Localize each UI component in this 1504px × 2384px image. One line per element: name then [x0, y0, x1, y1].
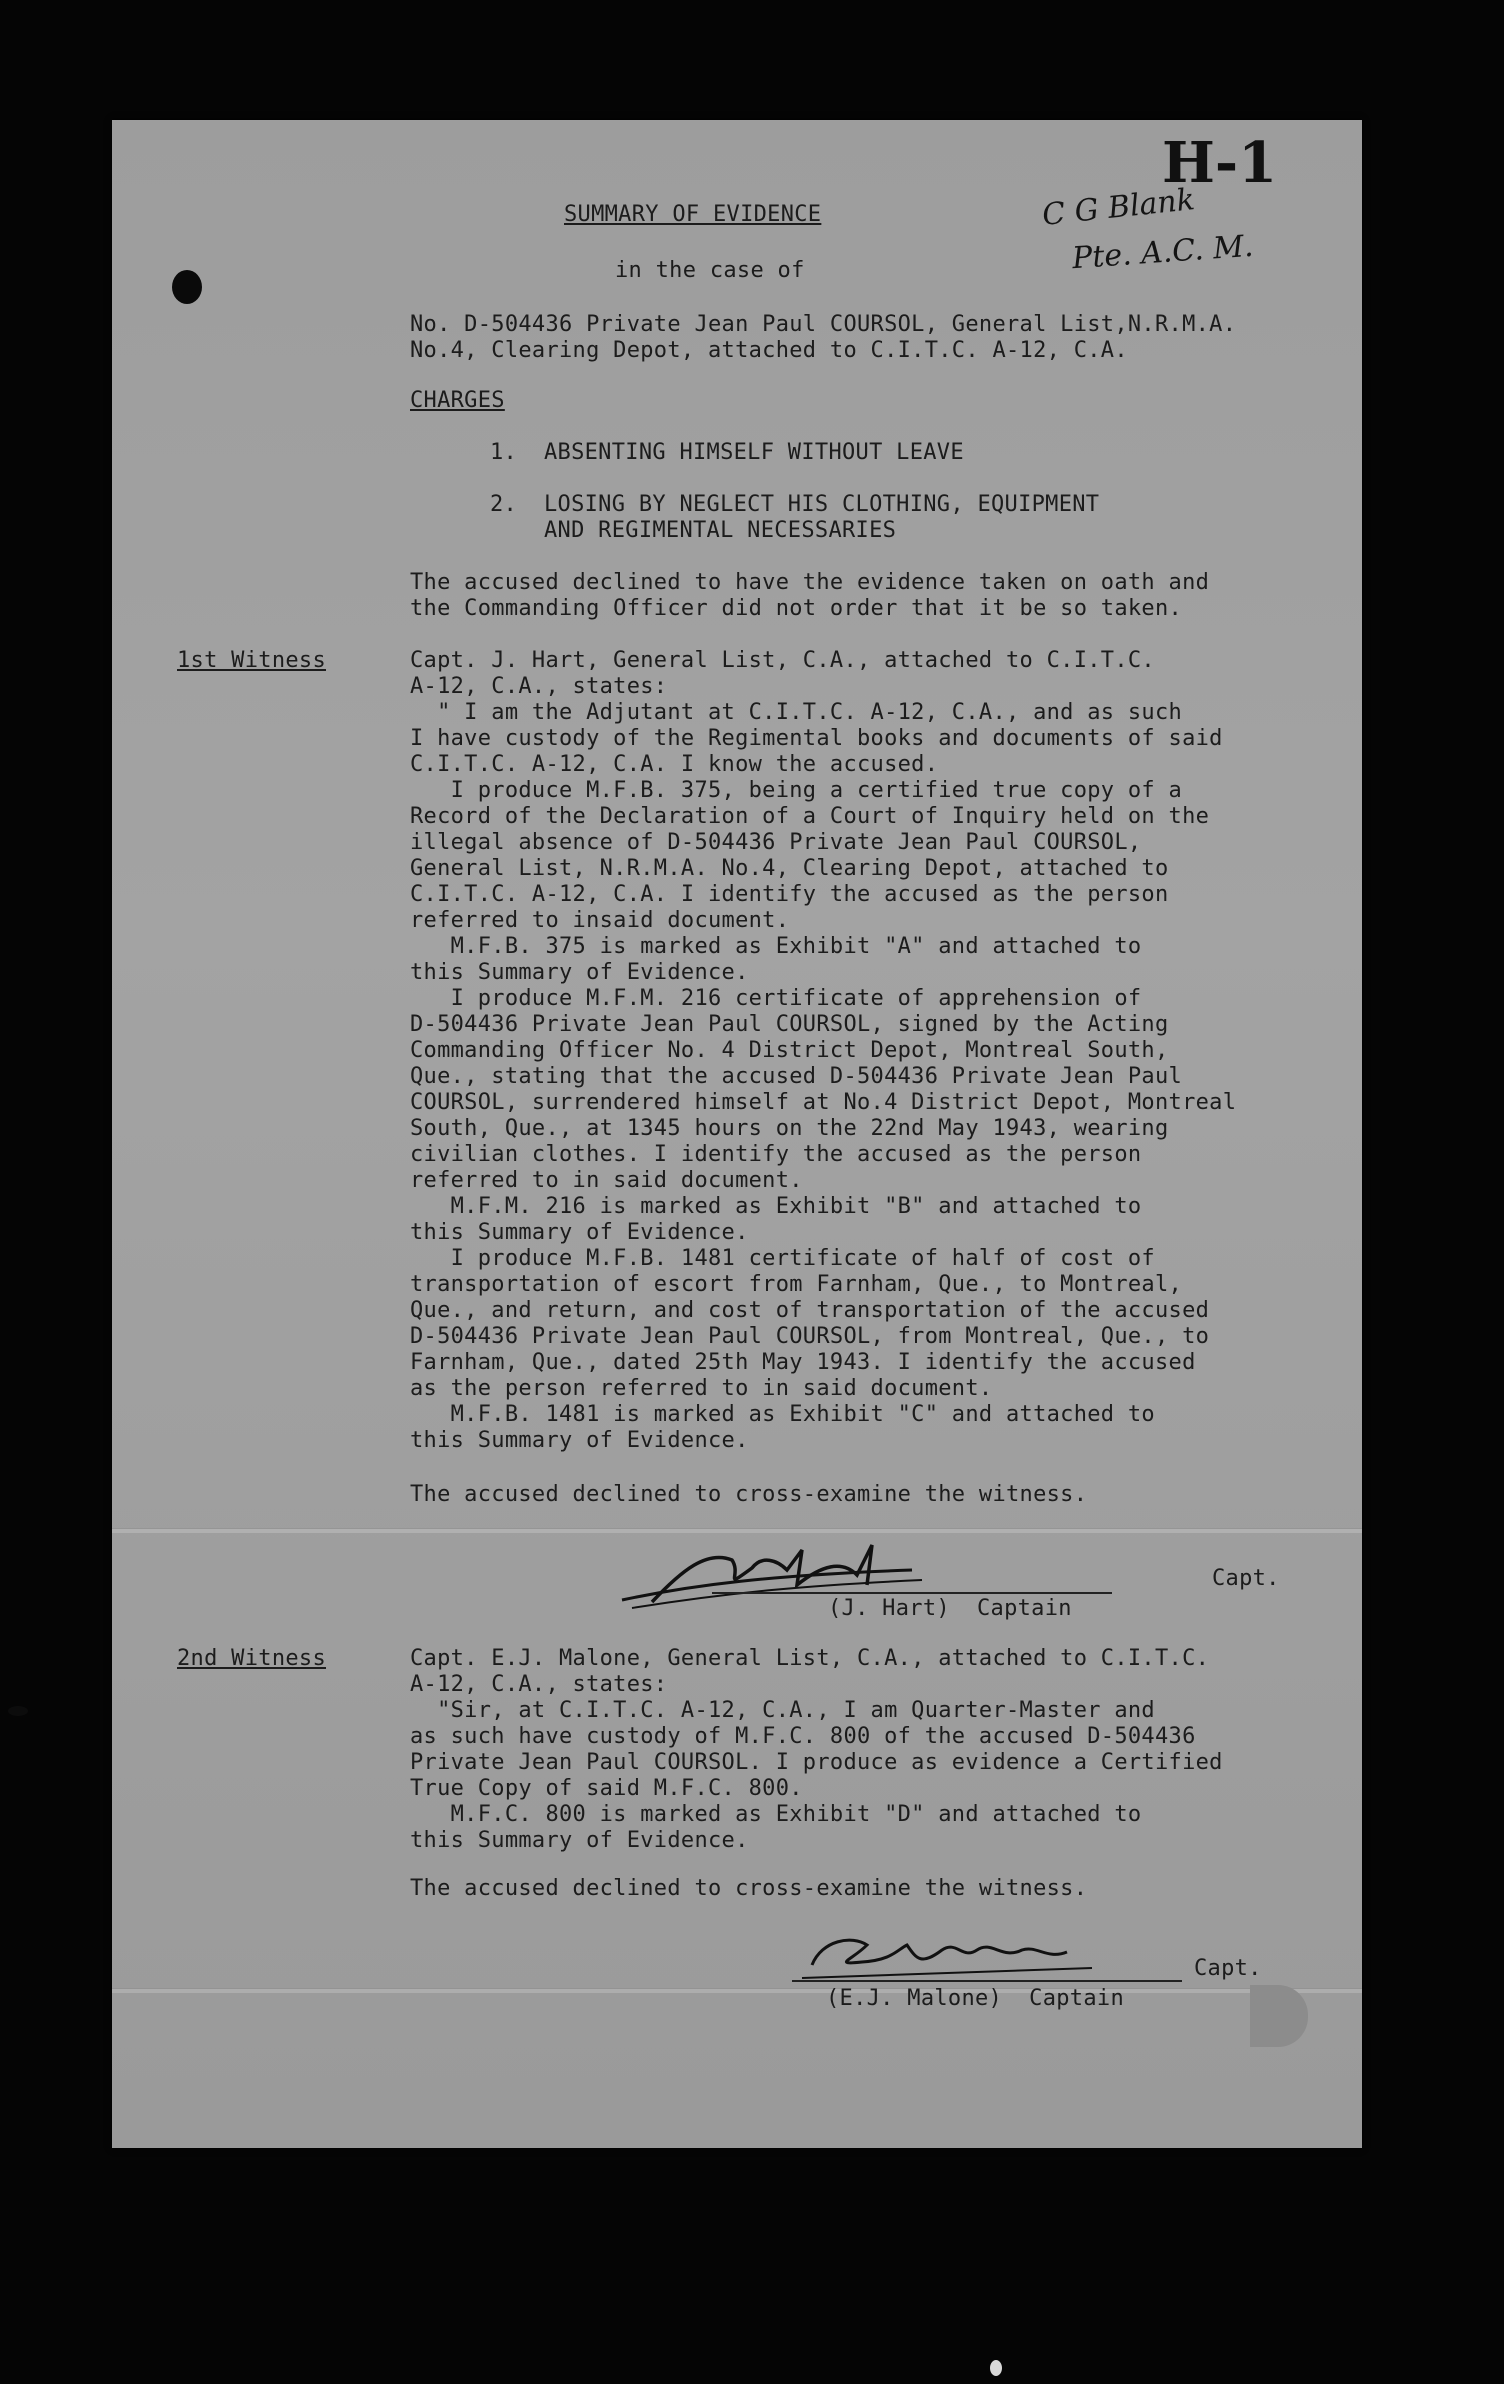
accused-line: No. D-504436 Private Jean Paul COURSOL, General List,N.R.M.A. [410, 312, 1237, 337]
statement-line: A-12, C.A., states: [410, 674, 668, 699]
statement-line: Private Jean Paul COURSOL. I produce as evidence a Certified [410, 1750, 1223, 1775]
document-title: SUMMARY OF EVIDENCE [564, 202, 822, 227]
statement-line: Capt. E.J. Malone, General List, C.A., attached to C.I.T.C. [410, 1646, 1210, 1671]
statement-line: General List, N.R.M.A. No.4, Clearing Depot, attached to [410, 856, 1169, 881]
statement-line: COURSOL, surrendered himself at No.4 District Depot, Montreal [410, 1090, 1237, 1115]
scan-artifact [8, 1706, 28, 1716]
fold-line [112, 1988, 1362, 1993]
punch-hole [172, 270, 202, 304]
cross-exam-note: The accused declined to cross-examine the witness. [410, 1482, 1088, 1507]
statement-line: M.F.B. 1481 is marked as Exhibit "C" and attached to [410, 1402, 1155, 1427]
signature-rank: Capt. [1194, 1956, 1262, 1981]
statement-line: D-504436 Private Jean Paul COURSOL, from Montreal, Que., to [410, 1324, 1210, 1349]
statement-line: I produce M.F.B. 1481 certificate of half of cost of [410, 1246, 1155, 1271]
statement-line: this Summary of Evidence. [410, 1428, 749, 1453]
statement-line: D-504436 Private Jean Paul COURSOL, signed by the Acting [410, 1012, 1169, 1037]
signature-line [792, 1980, 1182, 1982]
statement-line: Record of the Declaration of a Court of Inquiry held on the [410, 804, 1210, 829]
charge-text: LOSING BY NEGLECT HIS CLOTHING, EQUIPMENT [544, 492, 1100, 517]
witness-label: 1st Witness [177, 648, 326, 673]
preamble-line: the Commanding Officer did not order that it be so taken. [410, 596, 1183, 621]
statement-line: True Copy of said M.F.C. 800. [410, 1776, 803, 1801]
statement-line: Que., and return, and cost of transportation of the accused [410, 1298, 1210, 1323]
handwritten-note: Pte. A.C. M. [1071, 228, 1255, 277]
signatory-name: (J. Hart) Captain [828, 1596, 1072, 1621]
statement-line: Commanding Officer No. 4 District Depot, Montreal South, [410, 1038, 1169, 1063]
statement-line: Farnham, Que., dated 25th May 1943. I identify the accused [410, 1350, 1196, 1375]
statement-line: M.F.M. 216 is marked as Exhibit "B" and attached to [410, 1194, 1142, 1219]
statement-line: C.I.T.C. A-12, C.A. I know the accused. [410, 752, 939, 777]
accused-line: No.4, Clearing Depot, attached to C.I.T.C. A-12, C.A. [410, 338, 1128, 363]
statement-line: C.I.T.C. A-12, C.A. I identify the accused as the person [410, 882, 1169, 907]
statement-line: I produce M.F.M. 216 certificate of apprehension of [410, 986, 1142, 1011]
signature-line [712, 1592, 1112, 1594]
statement-line: Que., stating that the accused D-504436 Private Jean Paul [410, 1064, 1183, 1089]
statement-line: this Summary of Evidence. [410, 960, 749, 985]
handwritten-note: C G Blank [1040, 182, 1197, 233]
statement-line: Capt. J. Hart, General List, C.A., attached to C.I.T.C. [410, 648, 1155, 673]
preamble-line: The accused declined to have the evidence taken on oath and [410, 570, 1210, 595]
paper-tab [1250, 1985, 1308, 2047]
statement-line: illegal absence of D-504436 Private Jean Paul COURSOL, [410, 830, 1142, 855]
statement-line: this Summary of Evidence. [410, 1220, 749, 1245]
statement-line: I produce M.F.B. 375, being a certified true copy of a [410, 778, 1183, 803]
cross-exam-note: The accused declined to cross-examine the witness. [410, 1876, 1088, 1901]
statement-line: as such have custody of M.F.C. 800 of the accused D-504436 [410, 1724, 1196, 1749]
statement-line: M.F.C. 800 is marked as Exhibit "D" and attached to [410, 1802, 1142, 1827]
case-line: in the case of [615, 258, 805, 283]
statement-line: referred to insaid document. [410, 908, 790, 933]
statement-line: civilian clothes. I identify the accused as the person [410, 1142, 1142, 1167]
statement-line: M.F.B. 375 is marked as Exhibit "A" and attached to [410, 934, 1142, 959]
statement-line: this Summary of Evidence. [410, 1828, 749, 1853]
charge-text: ABSENTING HIMSELF WITHOUT LEAVE [544, 440, 964, 465]
scan-artifact [990, 2360, 1002, 2376]
document-page [112, 120, 1362, 2148]
statement-line: "Sir, at C.I.T.C. A-12, C.A., I am Quarter-Master and [410, 1698, 1155, 1723]
signatory-name: (E.J. Malone) Captain [826, 1986, 1124, 2011]
statement-line: South, Que., at 1345 hours on the 22nd May 1943, wearing [410, 1116, 1169, 1141]
statement-line: transportation of escort from Farnham, Que., to Montreal, [410, 1272, 1183, 1297]
statement-line: " I am the Adjutant at C.I.T.C. A-12, C.A., and as such [410, 700, 1183, 725]
statement-line: A-12, C.A., states: [410, 1672, 668, 1697]
charge-number: 2. [490, 492, 518, 517]
charges-heading: CHARGES [410, 388, 505, 413]
witness-label: 2nd Witness [177, 1646, 326, 1671]
statement-line: I have custody of the Regimental books and documents of said [410, 726, 1223, 751]
exhibit-mark: H-1 [1162, 130, 1278, 196]
signature-rank: Capt. [1212, 1566, 1280, 1591]
statement-line: as the person referred to in said document. [410, 1376, 993, 1401]
charge-text: AND REGIMENTAL NECESSARIES [544, 518, 897, 543]
statement-line: referred to in said document. [410, 1168, 803, 1193]
charge-number: 1. [490, 440, 518, 465]
